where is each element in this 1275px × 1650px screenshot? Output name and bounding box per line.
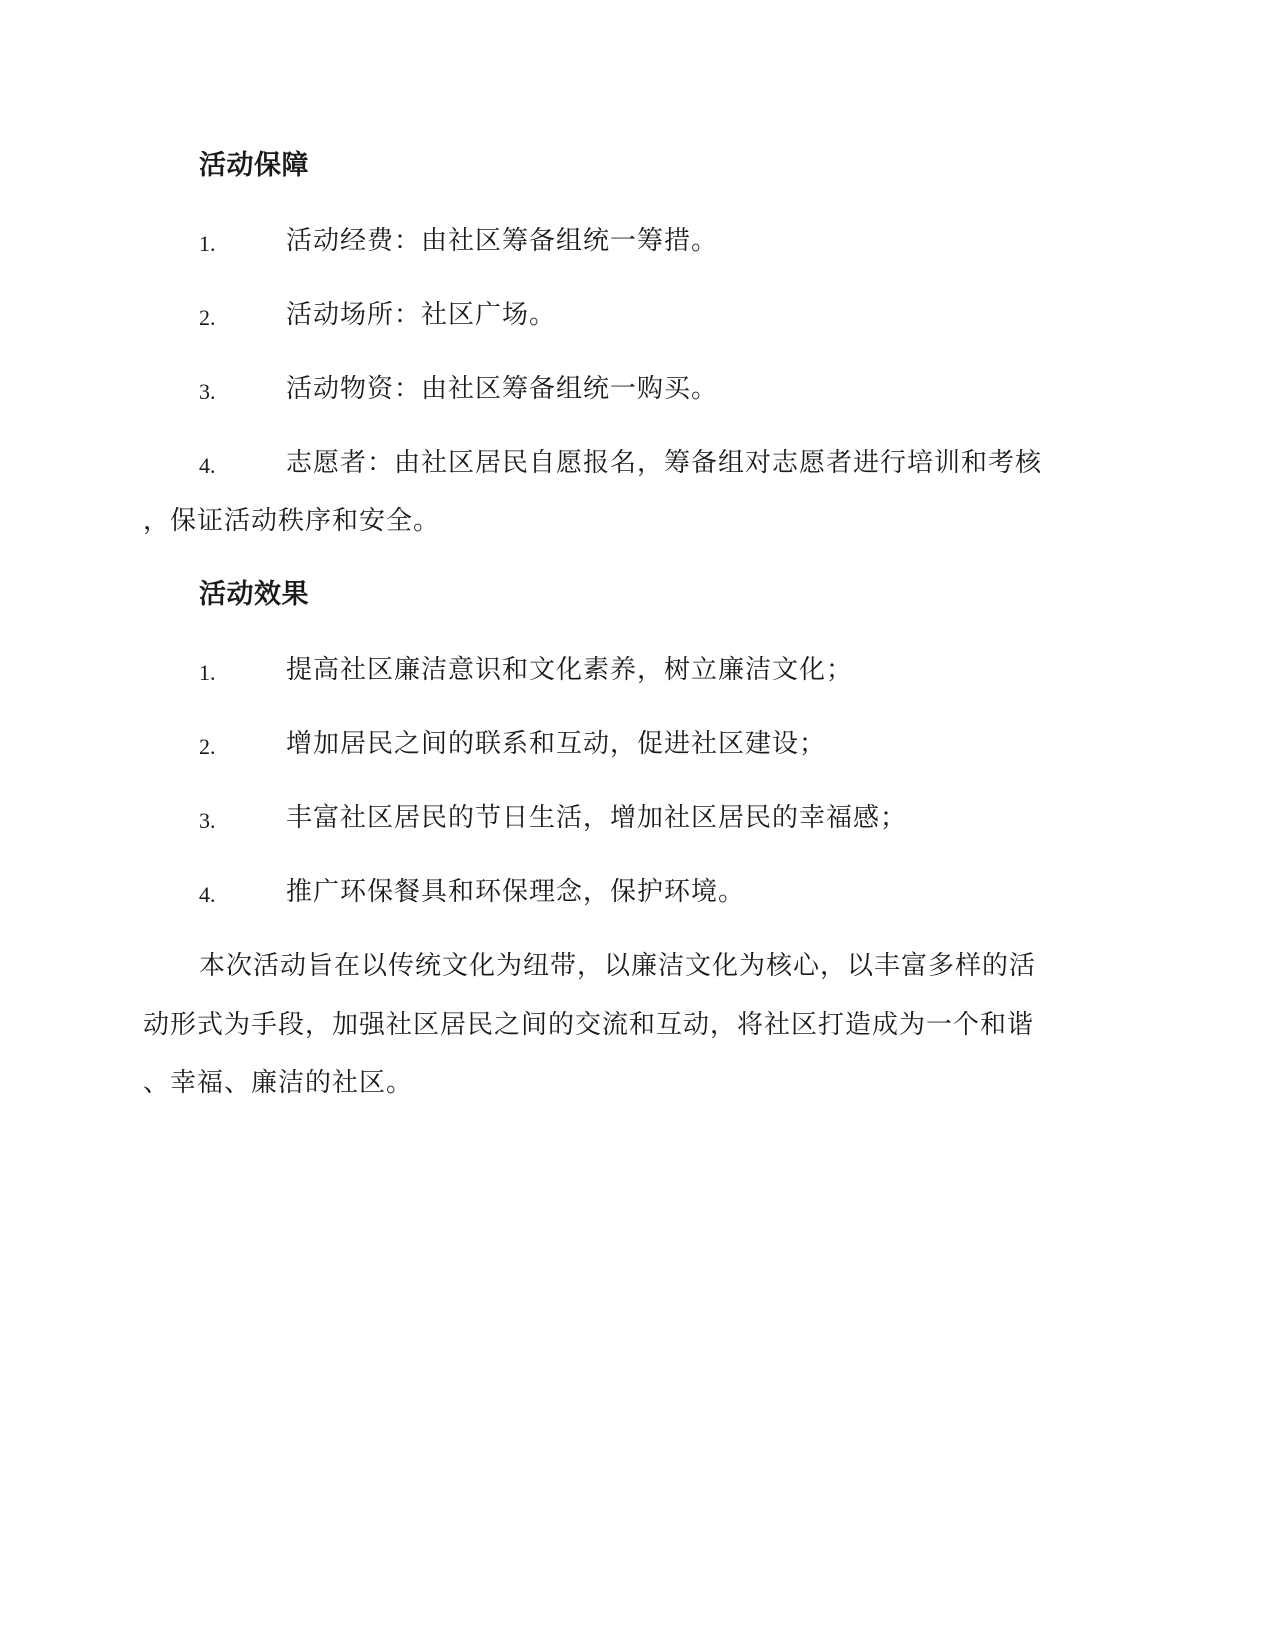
list-item-number: 4. — [199, 882, 216, 907]
list-item-text: 增加居民之间的联系和互动，促进社区建设； — [286, 729, 827, 759]
list-item-number: 2. — [199, 734, 216, 759]
list-item-text: 提高社区廉洁意识和文化素养，树立廉洁文化； — [286, 655, 854, 685]
list-item-text: 丰富社区居民的节日生活，增加社区居民的幸福感； — [286, 803, 908, 833]
list-item-number: 4. — [199, 453, 216, 478]
list-item-number: 1. — [199, 660, 216, 685]
list-item-text: 活动物资：由社区筹备组统一购买。 — [286, 374, 719, 404]
section-heading: 活动效果 — [199, 579, 309, 610]
conclusion-line: 、幸福、廉洁的社区。 — [143, 1068, 414, 1098]
conclusion-line: 动形式为手段，加强社区居民之间的交流和互动，将社区打造成为一个和谐 — [143, 1010, 1035, 1040]
list-item-number: 3. — [199, 379, 216, 404]
section-heading: 活动保障 — [199, 150, 309, 181]
list-item-text: 志愿者：由社区居民自愿报名，筹备组对志愿者进行培训和考核 — [286, 448, 1043, 478]
list-item-number: 2. — [199, 305, 216, 330]
list-item-text: 活动场所：社区广场。 — [286, 300, 557, 330]
list-item-text: 推广环保餐具和环保理念，保护环境。 — [286, 877, 746, 907]
list-item-number: 3. — [199, 808, 216, 833]
list-item-continuation: ，保证活动秩序和安全。 — [143, 506, 441, 536]
list-item-number: 1. — [199, 231, 216, 256]
conclusion-line: 本次活动旨在以传统文化为纽带，以廉洁文化为核心，以丰富多样的活 — [199, 951, 1037, 981]
list-item-text: 活动经费：由社区筹备组统一筹措。 — [286, 226, 719, 256]
